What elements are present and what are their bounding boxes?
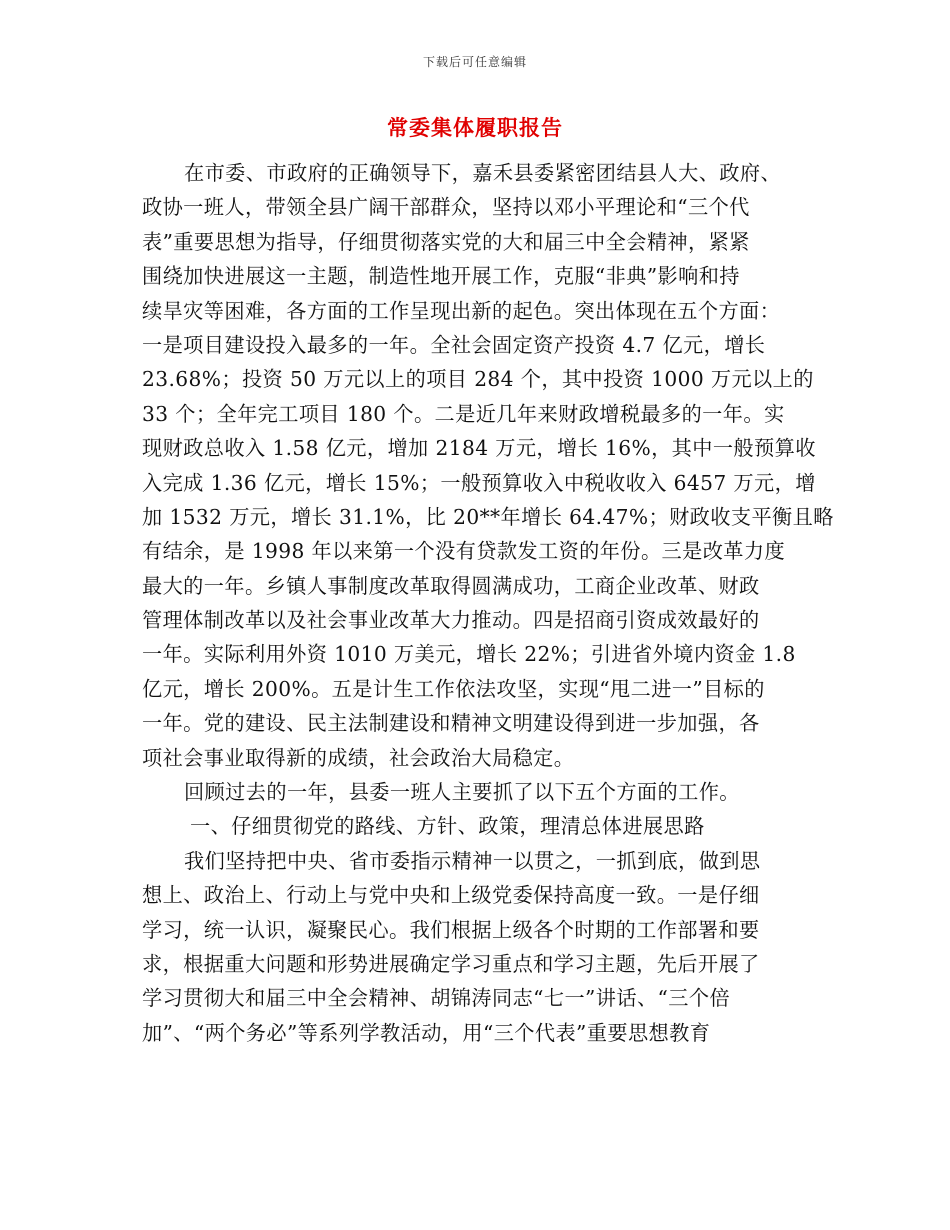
paragraph-line: 想上、政治上、行动上与党中央和上级党委保持高度一致。一是仔细 bbox=[142, 883, 760, 908]
paragraph-line: 求，根据重大问题和形势进展确定学习重点和学习主题，先后开展了 bbox=[142, 951, 760, 976]
paragraph-line: 围绕加快进展这一主题，制造性地开展工作，克服“非典”影响和持 bbox=[142, 264, 740, 289]
paragraph-line: 在市委、市政府的正确领导下，嘉禾县委紧密团结县人大、政府、 bbox=[184, 161, 782, 185]
paragraph-line: 一年。党的建设、民主法制建设和精神文明建设得到进一步加强，各 bbox=[142, 711, 760, 736]
paragraph-line: 项社会事业取得新的成绩，社会政治大局稳定。 bbox=[142, 745, 575, 770]
paragraph-line: 学习贯彻大和届三中全会精神、胡锦涛同志“七一”讲话、“三个倍 bbox=[142, 986, 731, 1011]
paragraph-line: 入完成 1.36 亿元，增长 15%；一般预算收入中税收收入 6457 万元，增 bbox=[142, 470, 816, 495]
paragraph-line: 一是项目建设投入最多的一年。全社会固定资产投资 4.7 亿元，增长 bbox=[142, 332, 766, 357]
paragraph-line: 回顾过去的一年，县委一班人主要抓了以下五个方面的工作。 bbox=[184, 780, 740, 805]
paragraph-line: 23.68%；投资 50 万元以上的项目 284 个，其中投资 1000 万元以上的 bbox=[142, 367, 814, 392]
paragraph-line: 亿元，增长 200%。五是计生工作依法攻坚，实现“甩二进一”目标的 bbox=[142, 676, 765, 701]
paragraph-line: 33 个；全年完工项目 180 个。二是近几年来财政增税最多的一年。实 bbox=[142, 401, 785, 426]
paragraph-line: 一年。实际利用外资 1010 万美元，增长 22%；引进省外境内资金 1.8 bbox=[142, 642, 796, 667]
paragraph-line: 表”重要思想为指导，仔细贯彻落实党的大和届三中全会精神，紧紧 bbox=[142, 229, 750, 254]
paragraph-line: 最大的一年。乡镇人事制度改革取得圆满成功，工商企业改革、财政 bbox=[142, 573, 760, 598]
header-note: 下载后可任意编辑 bbox=[422, 55, 527, 69]
paragraph-line: 有结余，是 1998 年以来第一个没有贷款发工资的年份。三是改革力度 bbox=[142, 539, 786, 564]
document-body bbox=[142, 156, 834, 1050]
document-title: 常委集体履职报告 bbox=[387, 115, 563, 140]
paragraph-line: 现财政总收入 1.58 亿元，增加 2184 万元，增长 16%，其中一般预算收 bbox=[142, 436, 816, 461]
paragraph-line: 学习，统一认识，凝聚民心。我们根据上级各个时期的工作部署和要 bbox=[142, 917, 760, 942]
paragraph-line: 我们坚持把中央、省市委指示精神一以贯之，一抓到底，做到思 bbox=[184, 848, 761, 873]
paragraph-line: 加”、“两个务必”等系列学教活动，用“三个代表”重要思想教育 bbox=[142, 1020, 711, 1045]
paragraph-line: 续旱灾等困难，各方面的工作呈现出新的起色。突出体现在五个方面： bbox=[142, 298, 781, 323]
paragraph-line: 管理体制改革以及社会事业改革大力推动。四是招商引资成效最好的 bbox=[142, 608, 760, 633]
paragraph-line: 政协一班人，带领全县广阔干部群众，坚持以邓小平理论和“三个代 bbox=[142, 195, 750, 220]
paragraph-line: 加 1532 万元，增长 31.1%，比 20**年增长 64.47%；财政收支平衡且略 bbox=[142, 504, 834, 529]
section-heading: 一、仔细贯彻党的路线、方针、政策，理清总体进展思路 bbox=[190, 814, 705, 839]
